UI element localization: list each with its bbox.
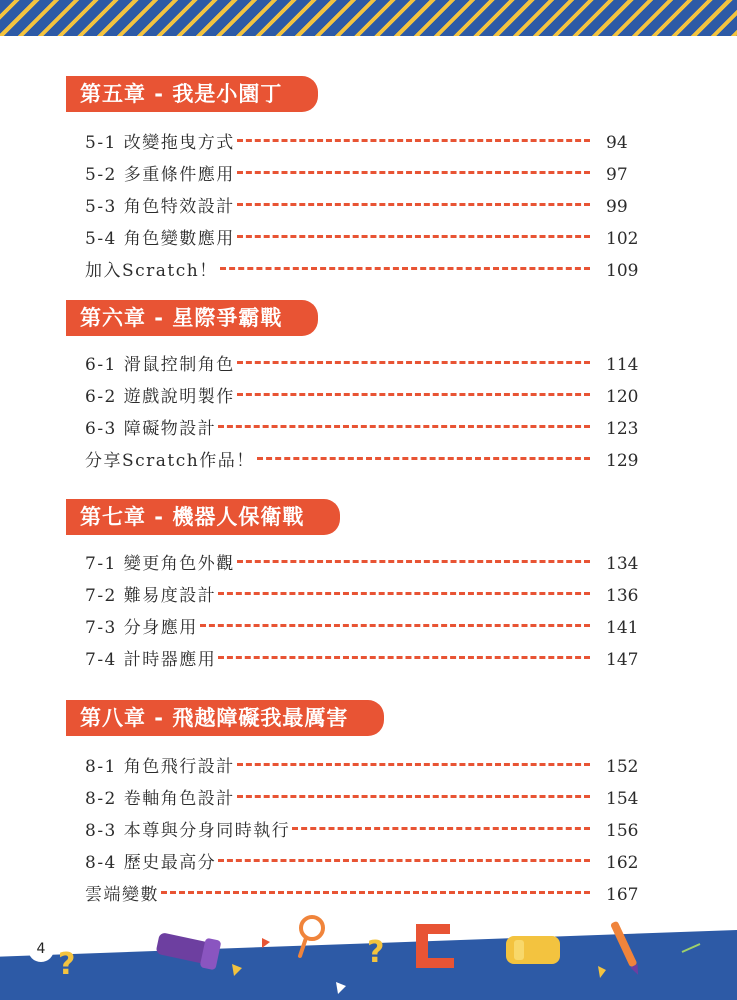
- entry-label: 分享Scratch作品！: [85, 451, 255, 471]
- toc-entry[interactable]: [85, 880, 640, 912]
- toc-entry[interactable]: [85, 784, 640, 816]
- entry-page: 129: [606, 451, 639, 471]
- toc-entry[interactable]: [85, 350, 640, 382]
- leader-dots: [237, 139, 590, 142]
- leader-dots: [237, 795, 590, 798]
- entry-label: 5-3 角色特效設計: [85, 197, 235, 217]
- entry-page: 114: [606, 355, 639, 375]
- toc-entry[interactable]: [85, 256, 640, 288]
- entry-page: 167: [606, 885, 639, 905]
- entry-page: 156: [606, 821, 639, 841]
- leader-dots: [257, 457, 590, 460]
- chapter-title: 第六章 - 星際爭霸戰: [66, 300, 318, 336]
- entry-label: 6-1 滑鼠控制角色: [85, 355, 235, 375]
- svg-text:?: ?: [367, 935, 385, 970]
- toc-entry[interactable]: [85, 160, 640, 192]
- flashlight-icon: [155, 928, 222, 970]
- magnifier-icon: [300, 917, 323, 956]
- leader-dots: [200, 624, 590, 627]
- entry-page: 120: [606, 387, 639, 407]
- leader-dots: [218, 859, 590, 862]
- entry-page: 152: [606, 757, 639, 777]
- entry-label: 加入Scratch！: [85, 261, 218, 281]
- entry-label: 6-3 障礙物設計: [85, 419, 217, 439]
- leader-dots: [237, 171, 590, 174]
- magnet-icon: [416, 924, 454, 968]
- entry-page: 154: [606, 789, 639, 809]
- top-stripe-band: [0, 0, 737, 36]
- leader-dots: [237, 763, 590, 766]
- toc-entry[interactable]: [85, 224, 640, 256]
- entry-label: 6-2 遊戲說明製作: [85, 387, 235, 407]
- entry-label: 8-3 本尊與分身同時執行: [85, 821, 291, 841]
- entry-label: 7-1 變更角色外觀: [85, 554, 235, 574]
- toc-entry[interactable]: [85, 848, 640, 880]
- toc-entry[interactable]: [85, 613, 640, 645]
- toc-entry[interactable]: [85, 752, 640, 784]
- chapter-title: 第五章 - 我是小園丁: [66, 76, 318, 112]
- entry-page: 94: [606, 133, 628, 153]
- toc-entry[interactable]: [85, 192, 640, 224]
- entry-label: 8-2 卷軸角色設計: [85, 789, 235, 809]
- entry-page: 162: [606, 853, 639, 873]
- leader-dots: [218, 656, 590, 659]
- entry-label: 8-1 角色飛行設計: [85, 757, 235, 777]
- leader-dots: [237, 560, 590, 563]
- leader-dots: [218, 425, 590, 428]
- entry-label: 7-3 分身應用: [85, 618, 198, 638]
- entry-label: 雲端變數: [85, 885, 159, 905]
- leader-dots: [237, 361, 590, 364]
- entry-label: 7-4 計時器應用: [85, 650, 217, 670]
- leader-dots: [292, 827, 590, 830]
- decoration-layer: [0, 910, 737, 1000]
- toc-entry[interactable]: [85, 446, 640, 478]
- question-mark-icon: [58, 947, 75, 982]
- toc-entry[interactable]: [85, 816, 640, 848]
- entry-page: 141: [606, 618, 639, 638]
- chapter-title: 第八章 - 飛越障礙我最厲害: [66, 700, 384, 736]
- entry-label: 5-1 改變拖曳方式: [85, 133, 235, 153]
- entry-page: 147: [606, 650, 639, 670]
- page-number: 4: [28, 936, 54, 962]
- svg-text:?: ?: [58, 947, 76, 982]
- toc-entry[interactable]: [85, 128, 640, 160]
- leader-dots: [237, 203, 590, 206]
- entry-page: 97: [606, 165, 628, 185]
- entry-label: 8-4 歷史最高分: [85, 853, 217, 873]
- toc-entry[interactable]: [85, 382, 640, 414]
- chapter-title: 第七章 - 機器人保衛戰: [66, 499, 340, 535]
- entry-label: 5-2 多重條件應用: [85, 165, 235, 185]
- toc-entry[interactable]: [85, 645, 640, 677]
- toc-entry[interactable]: [85, 549, 640, 581]
- entry-page: 134: [606, 554, 639, 574]
- toc-entry[interactable]: [85, 414, 640, 446]
- entry-page: 102: [606, 229, 639, 249]
- leader-dots: [220, 267, 590, 270]
- leader-dots: [218, 592, 590, 595]
- leader-dots: [161, 891, 590, 894]
- toc-entry[interactable]: [85, 581, 640, 613]
- entry-label: 7-2 難易度設計: [85, 586, 217, 606]
- leader-dots: [237, 235, 590, 238]
- leader-dots: [237, 393, 590, 396]
- entry-page: 136: [606, 586, 639, 606]
- question-mark-icon: [367, 935, 384, 970]
- entry-page: 109: [606, 261, 639, 281]
- entry-label: 5-4 角色變數應用: [85, 229, 235, 249]
- tape-icon: [506, 936, 560, 964]
- entry-page: 99: [606, 197, 628, 217]
- entry-page: 123: [606, 419, 639, 439]
- pen-icon: [610, 921, 642, 977]
